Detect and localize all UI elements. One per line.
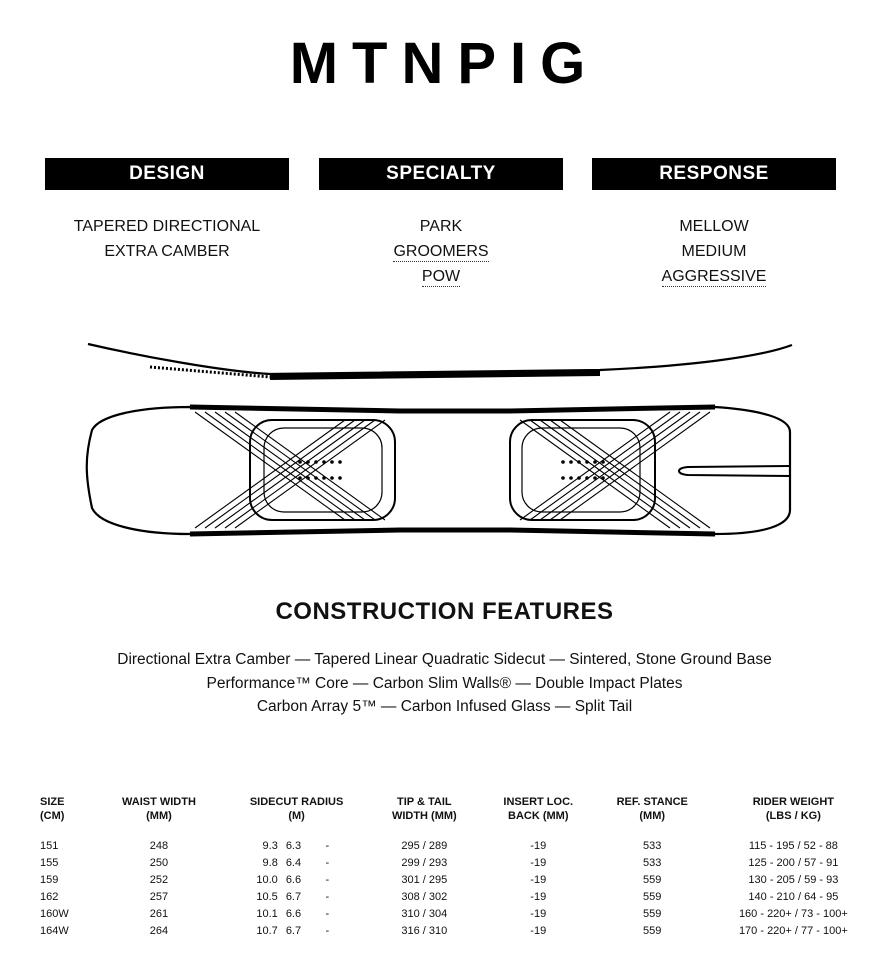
cell-sidecut-3: - [325,839,330,852]
specialty-header: SPECIALTY [319,158,563,190]
spec-body [40,837,880,939]
list-item [45,214,289,239]
cell-sidecut-2: 6.3 [285,839,302,852]
cell-tip-tail: 299 / 293 [401,856,448,869]
cell-sidecut-1: 10.0 [256,873,278,886]
header-rider-weight: RIDER WEIGHT (LBS / KG) [752,796,835,822]
cell-rider-weight: 130 - 205 / 59 - 93 [748,873,839,886]
board-outline [87,407,790,534]
cell-sidecut-3: - [325,890,330,903]
header-size: SIZE (CM) [40,796,65,822]
list-item [45,239,289,264]
table-row [40,854,880,871]
cell-rider-weight: 140 - 210 / 64 - 95 [748,890,839,903]
cell-sidecut-3: - [325,873,330,886]
design-item-label: TAPERED DIRECTIONAL [73,218,261,235]
response-header: RESPONSE [592,158,836,190]
header-waist-width: WAIST WIDTH (MM) [121,796,196,822]
cell-sidecut-2: 6.6 [285,907,302,920]
spec-header-row [40,795,880,837]
cell-sidecut-1: 10.1 [256,907,278,920]
cell-tip-tail: 308 / 302 [401,890,448,903]
cell-stance: 559 [643,924,662,937]
table-row [40,837,880,854]
cell-size: 160W [40,907,69,920]
design-item-label: EXTRA CAMBER [104,243,230,260]
cell-insert: -19 [530,856,547,869]
cell-sidecut-3: - [325,924,330,937]
list-item [319,239,563,264]
response-item-label-selected: AGGRESSIVE [661,268,767,285]
cell-sidecut-1: 10.5 [256,890,278,903]
cell-rider-weight: 160 - 220+ / 73 - 100+ [738,907,848,920]
specialty-list [319,214,563,289]
table-row [40,905,880,922]
cell-stance: 533 [643,856,662,869]
cell-tip-tail: 295 / 289 [401,839,448,852]
list-item [319,264,563,289]
cell-sidecut-3: - [325,907,330,920]
cell-sidecut-1: 9.8 [262,856,278,869]
cell-waist-width: 257 [149,890,169,903]
construction-features-title: CONSTRUCTION FEATURES [275,598,614,625]
cell-sidecut-2: 6.7 [285,924,302,937]
table-row [40,871,880,888]
cell-insert: -19 [530,907,547,920]
cell-sidecut-2: 6.7 [285,890,302,903]
specialty-item-label: PARK [419,218,463,235]
table-row [40,888,880,905]
cell-waist-width: 248 [149,839,169,852]
design-header: DESIGN [45,158,289,190]
cell-stance: 533 [643,839,662,852]
cell-tip-tail: 310 / 304 [401,907,448,920]
cell-sidecut-3: - [325,856,330,869]
cell-size: 164W [40,924,69,937]
cell-size: 155 [40,856,59,869]
carbon-array [195,412,710,528]
header-tip-tail-width: TIP & TAIL WIDTH (MM) [391,796,457,822]
response-item-label: MELLOW [679,218,749,235]
cell-stance: 559 [643,873,662,886]
cell-size: 151 [40,839,59,852]
spec-table [40,795,880,939]
cell-rider-weight: 125 - 200 / 57 - 91 [748,856,839,869]
cell-rider-weight: 170 - 220+ / 77 - 100+ [738,924,848,937]
header-sidecut-radius: SIDECUT RADIUS (M) [249,796,344,822]
design-list [45,214,289,264]
cell-waist-width: 261 [149,907,169,920]
cell-sidecut-2: 6.6 [285,873,302,886]
construction-line: Directional Extra Camber — Tapered Linear Quadratic Sidecut — Sintered, Stone Ground Base [117,651,772,668]
header-ref-stance: REF. STANCE (MM) [616,796,688,822]
cell-size: 162 [40,890,59,903]
cell-sidecut-1: 10.7 [256,924,278,937]
cell-tip-tail: 301 / 295 [401,873,448,886]
cell-insert: -19 [530,873,547,886]
cell-sidecut-1: 9.3 [262,839,278,852]
construction-line: Performance™ Core — Carbon Slim Walls® — Double Impact Plates [206,674,683,692]
cell-stance: 559 [643,907,662,920]
table-row [40,922,880,939]
response-list [592,214,836,289]
list-item [319,214,563,239]
cell-stance: 559 [643,890,662,903]
binding-inserts [298,460,605,480]
list-item [592,239,836,264]
specialty-item-label-selected: GROOMERS [393,243,489,260]
list-item [592,214,836,239]
cell-waist-width: 250 [149,856,169,869]
specialty-item-label-selected: POW [421,268,461,285]
cell-insert: -19 [530,924,547,937]
impact-plates [250,420,655,520]
cell-waist-width: 264 [149,924,169,937]
list-item [592,264,836,289]
construction-features-list [0,648,889,719]
cell-tip-tail: 316 / 310 [401,924,448,937]
cell-size: 159 [40,873,59,886]
cell-waist-width: 252 [149,873,169,886]
cell-insert: -19 [530,839,547,852]
snowboard-illustration [0,330,889,555]
response-item-label: MEDIUM [681,243,747,260]
cell-insert: -19 [530,890,547,903]
product-title: MTNPIG [289,31,600,96]
cell-sidecut-2: 6.4 [285,856,302,869]
board-profile [88,344,792,380]
construction-line: Carbon Array 5™ — Carbon Infused Glass — Split Tail [256,698,633,715]
header-insert-location: INSERT LOC. BACK (MM) [503,796,574,822]
cell-rider-weight: 115 - 195 / 52 - 88 [748,839,838,852]
